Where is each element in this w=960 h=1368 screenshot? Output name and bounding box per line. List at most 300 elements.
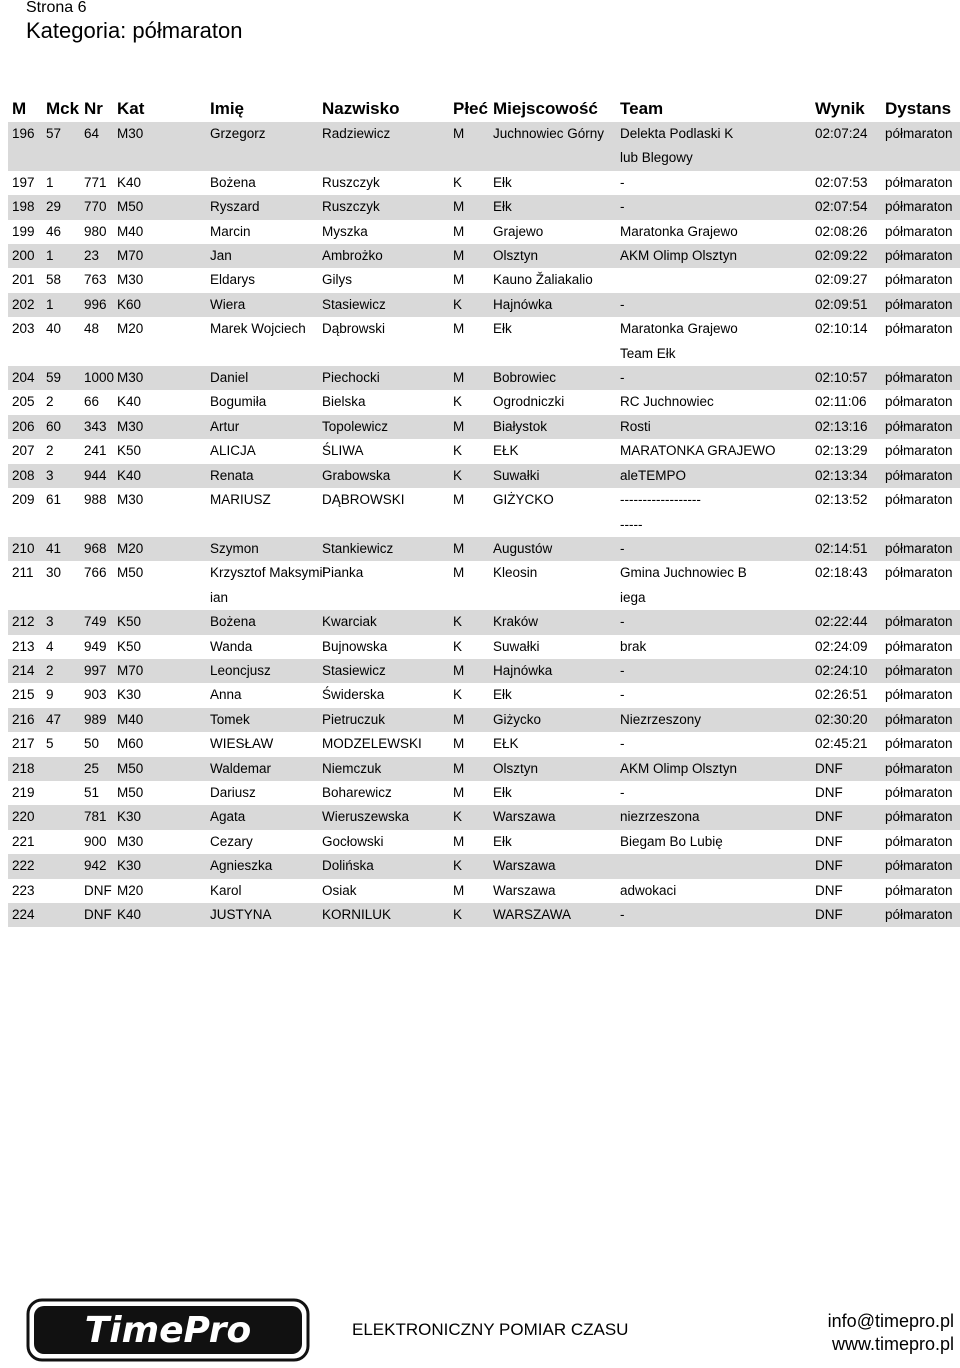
cell-imie: JUSTYNA bbox=[206, 903, 318, 927]
cell-nr: 781 bbox=[80, 805, 113, 829]
cell-team-wrap: ----- bbox=[620, 516, 643, 532]
table-row bbox=[8, 415, 960, 439]
cell-miejscowosc: Kleosin bbox=[493, 565, 538, 581]
cell-team: - bbox=[616, 195, 811, 219]
cell-wynik: 02:07:53 bbox=[815, 174, 868, 190]
cell-plec: M bbox=[449, 415, 489, 439]
cell-team: adwokaci bbox=[620, 882, 677, 898]
cell-kat: M70 bbox=[113, 659, 206, 683]
col-header-wynik: Wynik bbox=[815, 99, 865, 118]
empty-cell bbox=[42, 342, 80, 366]
cell-imie: Szymon bbox=[206, 537, 318, 561]
cell-nr: 51 bbox=[84, 784, 100, 800]
cell-nr: 903 bbox=[84, 687, 107, 703]
cell-miejscowosc: Ełk bbox=[493, 687, 512, 703]
table-row bbox=[8, 537, 960, 561]
cell-plec: M bbox=[453, 272, 465, 288]
cell-imie: Wanda bbox=[210, 638, 253, 654]
table-row bbox=[8, 220, 960, 244]
empty-cell bbox=[8, 513, 42, 537]
cell-kat: K40 bbox=[117, 174, 142, 190]
cell-imie: Marek Wojciech bbox=[210, 321, 306, 337]
cell-miejscowosc: Ełk bbox=[493, 833, 512, 849]
cell-wynik: 02:09:51 bbox=[811, 293, 881, 317]
cell-mck: 61 bbox=[46, 492, 62, 508]
cell-m: 205 bbox=[12, 394, 35, 410]
cell-dystans: półmaraton bbox=[885, 833, 953, 849]
cell-m: 222 bbox=[8, 854, 42, 878]
table-row-continuation bbox=[8, 513, 960, 537]
cell-miejscowosc: Augustów bbox=[489, 537, 616, 561]
cell-plec: M bbox=[449, 708, 489, 732]
table-row bbox=[8, 268, 960, 292]
cell-nazwisko: Wieruszewska bbox=[318, 805, 449, 829]
cell-m: 211 bbox=[12, 565, 34, 581]
cell-miejscowosc: Warszawa bbox=[489, 854, 616, 878]
cell-nr: 949 bbox=[84, 638, 107, 654]
cell-nazwisko: Stankiewicz bbox=[318, 537, 449, 561]
cell-wynik: DNF bbox=[811, 757, 881, 781]
cell-kat: M60 bbox=[117, 736, 144, 752]
cell-nr: 23 bbox=[80, 244, 113, 268]
cell-dystans: półmaraton bbox=[881, 122, 960, 146]
cell-m: 199 bbox=[12, 223, 35, 239]
cell-nazwisko: Topolewicz bbox=[318, 415, 449, 439]
cell-nazwisko: Stasiewicz bbox=[318, 293, 449, 317]
cell-mck: 60 bbox=[42, 415, 80, 439]
cell-imie: Waldemar bbox=[206, 757, 318, 781]
empty-cell bbox=[80, 586, 113, 610]
empty-cell bbox=[318, 513, 449, 537]
cell-mck: 5 bbox=[46, 736, 54, 752]
cell-dystans: półmaraton bbox=[885, 272, 953, 288]
cell-m: 212 bbox=[8, 610, 42, 634]
cell-team: - bbox=[616, 366, 811, 390]
cell-dystans: półmaraton bbox=[881, 366, 960, 390]
cell-mck bbox=[42, 879, 80, 903]
cell-nazwisko: Bielska bbox=[322, 394, 366, 410]
cell-imie: Bożena bbox=[210, 174, 256, 190]
col-header-nazwisko: Nazwisko bbox=[322, 99, 400, 118]
footer-website[interactable]: www.timepro.pl bbox=[831, 1334, 954, 1354]
table-row bbox=[8, 683, 960, 707]
cell-wynik: 02:13:52 bbox=[815, 492, 868, 508]
cell-m: 218 bbox=[8, 757, 42, 781]
col-header-mck: Mck bbox=[46, 99, 80, 118]
cell-imie: Dariusz bbox=[210, 784, 256, 800]
empty-cell bbox=[489, 586, 616, 610]
cell-dystans: półmaraton bbox=[885, 565, 953, 581]
cell-dystans: półmaraton bbox=[885, 784, 953, 800]
cell-nr: 25 bbox=[80, 757, 113, 781]
timepro-logo bbox=[26, 1297, 310, 1363]
cell-imie: Renata bbox=[206, 464, 318, 488]
cell-m: 207 bbox=[12, 443, 35, 459]
cell-mck: 4 bbox=[46, 638, 54, 654]
cell-nr: 980 bbox=[84, 223, 107, 239]
cell-team: - bbox=[620, 784, 625, 800]
table-row-continuation bbox=[8, 586, 960, 610]
cell-imie: Agata bbox=[206, 805, 318, 829]
cell-team: RC Juchnowiec bbox=[620, 394, 714, 410]
cell-dystans: półmaraton bbox=[881, 610, 960, 634]
empty-cell bbox=[113, 146, 206, 170]
cell-nr: 988 bbox=[84, 492, 107, 508]
cell-wynik: 02:24:10 bbox=[811, 659, 881, 683]
cell-mck: 1 bbox=[46, 174, 54, 190]
cell-mck bbox=[42, 781, 80, 805]
cell-plec: K bbox=[449, 610, 489, 634]
cell-team: Maratonka Grajewo bbox=[620, 223, 738, 239]
cell-plec: K bbox=[449, 293, 489, 317]
cell-dystans: półmaraton bbox=[881, 805, 960, 829]
cell-miejscowosc: Grajewo bbox=[493, 223, 544, 239]
cell-m: 200 bbox=[8, 244, 42, 268]
cell-wynik: DNF bbox=[811, 903, 881, 927]
cell-imie: Agnieszka bbox=[206, 854, 318, 878]
cell-kat: M30 bbox=[117, 833, 144, 849]
cell-kat: K40 bbox=[117, 394, 142, 410]
cell-wynik: 02:08:26 bbox=[815, 223, 868, 239]
cell-nazwisko: Dąbrowski bbox=[322, 321, 386, 337]
cell-mck bbox=[42, 805, 80, 829]
table-row bbox=[8, 635, 960, 659]
cell-dystans: półmaraton bbox=[881, 244, 960, 268]
cell-team-wrap: Team Ełk bbox=[620, 345, 676, 361]
cell-plec: M bbox=[453, 736, 465, 752]
cell-nr: 900 bbox=[84, 833, 107, 849]
cell-dystans: półmaraton bbox=[885, 394, 953, 410]
cell-mck: 58 bbox=[46, 272, 62, 288]
cell-imie: MARIUSZ bbox=[210, 492, 271, 508]
cell-nazwisko: Stasiewicz bbox=[318, 659, 449, 683]
empty-cell bbox=[80, 146, 113, 170]
cell-wynik: 02:30:20 bbox=[811, 708, 881, 732]
cell-m: 213 bbox=[12, 638, 35, 654]
cell-miejscowosc: Ełk bbox=[489, 195, 616, 219]
empty-cell bbox=[449, 146, 489, 170]
cell-imie: Tomek bbox=[206, 708, 318, 732]
cell-dystans: półmaraton bbox=[885, 223, 953, 239]
cell-mck: 9 bbox=[46, 687, 54, 703]
cell-nazwisko: Ruszczyk bbox=[322, 174, 380, 190]
cell-kat: K50 bbox=[113, 610, 206, 634]
cell-dystans: półmaraton bbox=[885, 882, 953, 898]
cell-kat: K30 bbox=[113, 805, 206, 829]
empty-cell bbox=[206, 146, 318, 170]
col-header-imie: Imię bbox=[210, 99, 245, 118]
cell-miejscowosc: Giżycko bbox=[489, 708, 616, 732]
cell-plec: K bbox=[453, 638, 463, 654]
cell-nr: DNF bbox=[84, 882, 112, 898]
cell-nr: 771 bbox=[84, 174, 107, 190]
cell-imie: Artur bbox=[206, 415, 318, 439]
table-row bbox=[8, 781, 960, 805]
cell-mck: 41 bbox=[42, 537, 80, 561]
cell-plec: M bbox=[449, 366, 489, 390]
empty-cell bbox=[489, 146, 616, 170]
cell-plec: K bbox=[449, 464, 489, 488]
cell-nr: 997 bbox=[80, 659, 113, 683]
cell-plec: M bbox=[453, 565, 465, 581]
cell-imie: Leoncjusz bbox=[206, 659, 318, 683]
cell-mck bbox=[42, 854, 80, 878]
cell-m: 196 bbox=[8, 122, 42, 146]
empty-cell bbox=[318, 342, 449, 366]
cell-nazwisko: Bujnowska bbox=[322, 638, 388, 654]
cell-wynik: DNF bbox=[815, 833, 843, 849]
cell-miejscowosc: Hajnówka bbox=[489, 293, 616, 317]
cell-imie-wrap: ian bbox=[210, 589, 229, 605]
empty-cell bbox=[449, 513, 489, 537]
table-row bbox=[8, 732, 960, 756]
cell-nr: 48 bbox=[84, 321, 100, 337]
cell-m: 201 bbox=[12, 272, 35, 288]
table-row bbox=[8, 293, 960, 317]
cell-m: 206 bbox=[8, 415, 42, 439]
cell-dystans: półmaraton bbox=[881, 464, 960, 488]
cell-dystans: półmaraton bbox=[881, 708, 960, 732]
table-row bbox=[8, 561, 960, 585]
cell-plec: M bbox=[449, 195, 489, 219]
cell-dystans: półmaraton bbox=[885, 174, 953, 190]
cell-mck: 3 bbox=[42, 610, 80, 634]
cell-wynik: 02:09:27 bbox=[815, 272, 868, 288]
cell-team: - bbox=[616, 293, 811, 317]
cell-wynik: DNF bbox=[811, 854, 881, 878]
cell-m: 209 bbox=[12, 492, 35, 508]
table-row bbox=[8, 903, 960, 927]
cell-team: niezrzeszona bbox=[616, 805, 811, 829]
footer-email[interactable]: info@timepro.pl bbox=[827, 1311, 954, 1331]
cell-nr: 763 bbox=[84, 272, 107, 288]
cell-m: 210 bbox=[8, 537, 42, 561]
cell-team: Rosti bbox=[616, 415, 811, 439]
cell-miejscowosc: Suwałki bbox=[489, 464, 616, 488]
cell-miejscowosc: EŁK bbox=[493, 443, 519, 459]
cell-dystans: półmaraton bbox=[881, 659, 960, 683]
cell-wynik: 02:13:29 bbox=[815, 443, 868, 459]
cell-dystans: półmaraton bbox=[885, 443, 953, 459]
cell-plec: K bbox=[453, 394, 463, 410]
cell-team: - bbox=[616, 537, 811, 561]
cell-kat: K40 bbox=[113, 903, 206, 927]
cell-plec: M bbox=[449, 757, 489, 781]
cell-m: 214 bbox=[8, 659, 42, 683]
cell-dystans: półmaraton bbox=[885, 492, 953, 508]
footer-contact bbox=[828, 1310, 954, 1356]
cell-dystans: półmaraton bbox=[881, 757, 960, 781]
cell-plec: K bbox=[449, 805, 489, 829]
cell-dystans: półmaraton bbox=[881, 293, 960, 317]
cell-miejscowosc: WARSZAWA bbox=[489, 903, 616, 927]
cell-kat: M30 bbox=[113, 366, 206, 390]
cell-miejscowosc: Olsztyn bbox=[489, 244, 616, 268]
empty-cell bbox=[8, 342, 42, 366]
cell-nazwisko: MODZELEWSKI bbox=[322, 736, 422, 752]
cell-plec: M bbox=[453, 882, 465, 898]
cell-plec: M bbox=[453, 321, 465, 337]
cell-m: 217 bbox=[12, 736, 35, 752]
table-row bbox=[8, 708, 960, 732]
empty-cell bbox=[811, 342, 881, 366]
cell-miejscowosc: Suwałki bbox=[493, 638, 540, 654]
cell-mck: 1 bbox=[42, 244, 80, 268]
cell-dystans: półmaraton bbox=[881, 415, 960, 439]
empty-cell bbox=[881, 146, 960, 170]
cell-team: Niezrzeszony bbox=[616, 708, 811, 732]
empty-cell bbox=[489, 513, 616, 537]
cell-m: 203 bbox=[12, 321, 35, 337]
cell-nr: 942 bbox=[80, 854, 113, 878]
cell-nazwisko: Dolińska bbox=[318, 854, 449, 878]
cell-plec: M bbox=[453, 223, 465, 239]
cell-kat: M50 bbox=[117, 565, 144, 581]
cell-m: 198 bbox=[8, 195, 42, 219]
category-title: Kategoria: półmaraton bbox=[26, 18, 243, 43]
cell-mck: 2 bbox=[46, 394, 54, 410]
cell-imie: Eldarys bbox=[210, 272, 256, 288]
cell-m: 202 bbox=[8, 293, 42, 317]
cell-wynik: 02:11:06 bbox=[815, 394, 867, 410]
cell-team: AKM Olimp Olsztyn bbox=[616, 244, 811, 268]
cell-dystans: półmaraton bbox=[885, 321, 953, 337]
table-row bbox=[8, 464, 960, 488]
cell-nazwisko: Radziewicz bbox=[318, 122, 449, 146]
cell-kat: M30 bbox=[117, 272, 144, 288]
cell-mck: 3 bbox=[42, 464, 80, 488]
cell-mck: 46 bbox=[46, 223, 62, 239]
cell-miejscowosc: Białystok bbox=[489, 415, 616, 439]
cell-miejscowosc: Juchnowiec Górny bbox=[489, 122, 616, 146]
cell-kat: K60 bbox=[113, 293, 206, 317]
cell-miejscowosc: Kauno Žaliakalio bbox=[493, 272, 593, 288]
cell-team: brak bbox=[620, 638, 647, 654]
cell-kat: K50 bbox=[117, 443, 142, 459]
cell-nazwisko: Ruszczyk bbox=[318, 195, 449, 219]
table-row bbox=[8, 488, 960, 512]
cell-nr: 749 bbox=[80, 610, 113, 634]
cell-wynik: DNF bbox=[815, 882, 843, 898]
cell-dystans: półmaraton bbox=[885, 638, 953, 654]
col-header-miejscowosc: Miejscowość bbox=[493, 99, 598, 118]
empty-cell bbox=[80, 342, 113, 366]
cell-wynik: 02:13:34 bbox=[811, 464, 881, 488]
cell-imie: Karol bbox=[210, 882, 242, 898]
cell-team bbox=[616, 268, 811, 292]
table-row bbox=[8, 879, 960, 903]
empty-cell bbox=[80, 513, 113, 537]
cell-mck: 30 bbox=[46, 565, 62, 581]
cell-imie: Anna bbox=[210, 687, 242, 703]
cell-mck: 29 bbox=[42, 195, 80, 219]
empty-cell bbox=[113, 513, 206, 537]
cell-imie: Jan bbox=[206, 244, 318, 268]
cell-team: ------------------ bbox=[620, 492, 701, 508]
cell-kat: M70 bbox=[113, 244, 206, 268]
cell-team: - bbox=[616, 903, 811, 927]
cell-team-wrap: lub Blegowy bbox=[616, 146, 811, 170]
empty-cell bbox=[8, 586, 42, 610]
cell-imie: Daniel bbox=[206, 366, 318, 390]
cell-team: - bbox=[620, 736, 625, 752]
results-body bbox=[8, 122, 960, 927]
cell-miejscowosc: Ełk bbox=[493, 784, 512, 800]
cell-wynik: DNF bbox=[811, 805, 881, 829]
cell-mck bbox=[42, 903, 80, 927]
cell-m: 204 bbox=[8, 366, 42, 390]
col-header-nr: Nr bbox=[84, 99, 103, 118]
cell-kat: M40 bbox=[117, 223, 144, 239]
cell-dystans: półmaraton bbox=[885, 687, 953, 703]
cell-nr: 944 bbox=[80, 464, 113, 488]
cell-miejscowosc: Ogrodniczki bbox=[493, 394, 565, 410]
cell-mck bbox=[42, 757, 80, 781]
cell-miejscowosc: GIŻYCKO bbox=[493, 492, 554, 508]
cell-nazwisko: Boharewicz bbox=[322, 784, 392, 800]
cell-nazwisko: DĄBROWSKI bbox=[322, 492, 405, 508]
cell-m: 219 bbox=[12, 784, 35, 800]
cell-nr: 770 bbox=[80, 195, 113, 219]
col-header-dystans: Dystans bbox=[885, 99, 952, 118]
empty-cell bbox=[318, 586, 449, 610]
cell-nazwisko: Niemczuk bbox=[318, 757, 449, 781]
cell-team: - bbox=[620, 687, 625, 703]
col-header-team: Team bbox=[620, 99, 664, 118]
timepro-logo-graphic bbox=[26, 1297, 310, 1363]
cell-nazwisko: Osiak bbox=[322, 882, 357, 898]
table-row bbox=[8, 830, 960, 854]
cell-kat: M40 bbox=[113, 708, 206, 732]
cell-nr: 766 bbox=[84, 565, 107, 581]
cell-m: 224 bbox=[8, 903, 42, 927]
cell-nr: 66 bbox=[84, 394, 100, 410]
cell-dystans: półmaraton bbox=[885, 736, 953, 752]
cell-kat: M30 bbox=[117, 492, 144, 508]
cell-nazwisko: KORNILUK bbox=[318, 903, 449, 927]
cell-plec: K bbox=[449, 854, 489, 878]
empty-cell bbox=[318, 146, 449, 170]
cell-plec: K bbox=[453, 443, 463, 459]
table-row bbox=[8, 195, 960, 219]
cell-m: 216 bbox=[8, 708, 42, 732]
table-row bbox=[8, 390, 960, 414]
empty-cell bbox=[8, 146, 42, 170]
cell-mck: 59 bbox=[42, 366, 80, 390]
col-header-m: M bbox=[12, 99, 27, 118]
cell-mck: 2 bbox=[42, 659, 80, 683]
empty-cell bbox=[206, 342, 318, 366]
cell-nr: 1000 bbox=[80, 366, 113, 390]
cell-dystans: półmaraton bbox=[881, 195, 960, 219]
cell-miejscowosc: Ełk bbox=[493, 174, 512, 190]
empty-cell bbox=[811, 513, 881, 537]
table-row-continuation bbox=[8, 342, 960, 366]
cell-miejscowosc: Olsztyn bbox=[489, 757, 616, 781]
cell-team: MARATONKA GRAJEWO bbox=[620, 443, 776, 459]
cell-nr: 64 bbox=[80, 122, 113, 146]
cell-wynik: 02:24:09 bbox=[815, 638, 868, 654]
empty-cell bbox=[42, 513, 80, 537]
cell-team: AKM Olimp Olsztyn bbox=[616, 757, 811, 781]
cell-miejscowosc: Bobrowiec bbox=[489, 366, 616, 390]
cell-kat: M20 bbox=[113, 537, 206, 561]
cell-kat: M20 bbox=[117, 321, 144, 337]
cell-kat: M30 bbox=[113, 122, 206, 146]
cell-miejscowosc: Hajnówka bbox=[489, 659, 616, 683]
cell-imie: Bogumiła bbox=[210, 394, 267, 410]
cell-wynik: 02:45:21 bbox=[815, 736, 868, 752]
